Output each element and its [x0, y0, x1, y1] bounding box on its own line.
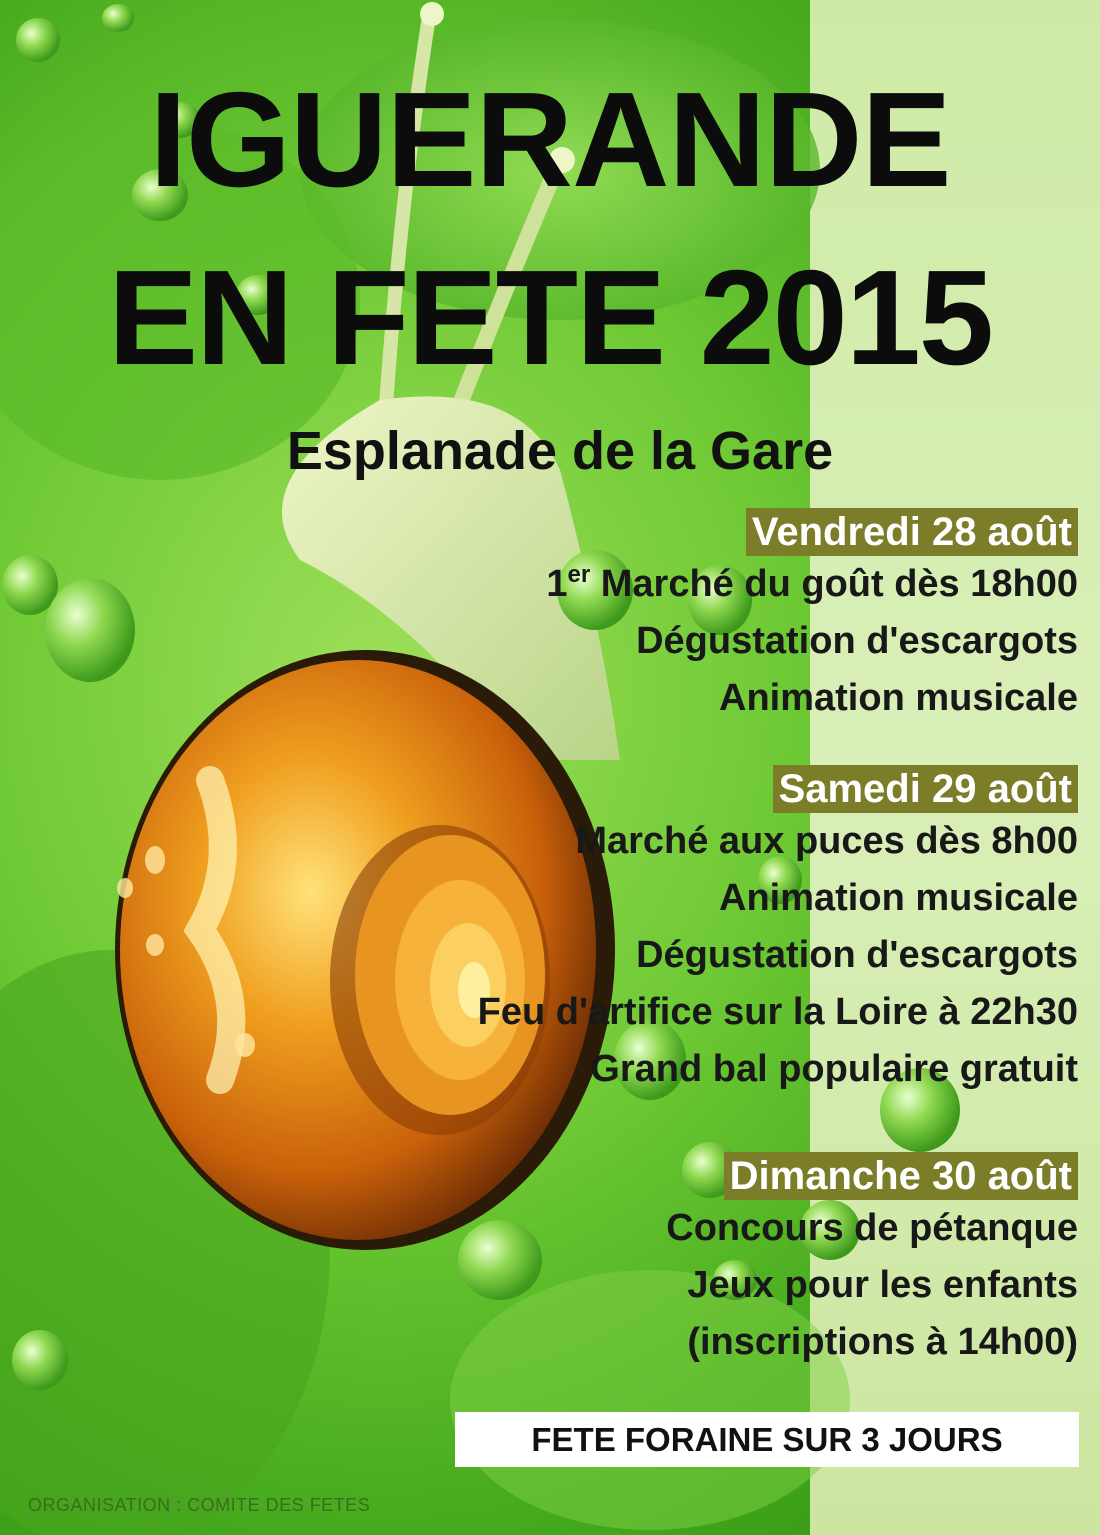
title-line-1: IGUERANDE	[149, 64, 951, 215]
activity: Jeux pour les enfants	[687, 1264, 1078, 1306]
activity: Dégustation d'escargots	[636, 934, 1078, 976]
activity: 1er Marché du goût dès 18h00	[546, 561, 1078, 605]
day-label: Dimanche 30 août	[724, 1152, 1078, 1200]
day-block-saturday	[0, 765, 1078, 1098]
day-block-friday	[0, 508, 1078, 727]
activity: Grand bal populaire gratuit	[590, 1048, 1078, 1090]
activity: Animation musicale	[719, 877, 1078, 919]
activity: Animation musicale	[719, 677, 1078, 719]
fete-foraine-banner: FETE FORAINE SUR 3 JOURS	[455, 1412, 1079, 1467]
activity: Dégustation d'escargots	[636, 620, 1078, 662]
activity: Feu d'artifice sur la Loire à 22h30	[477, 991, 1078, 1033]
day-label: Vendredi 28 août	[746, 508, 1078, 556]
title-line-2: EN FETE 2015	[108, 242, 992, 393]
activity: Concours de pétanque	[666, 1207, 1078, 1249]
organisation-credit: ORGANISATION : COMITE DES FETES	[28, 1495, 371, 1515]
venue: Esplanade de la Gare	[286, 421, 834, 481]
day-block-sunday	[0, 1152, 1078, 1371]
day-label: Samedi 29 août	[773, 765, 1078, 813]
activity: Marché aux puces dès 8h00	[575, 820, 1078, 862]
activity: (inscriptions à 14h00)	[687, 1321, 1078, 1363]
